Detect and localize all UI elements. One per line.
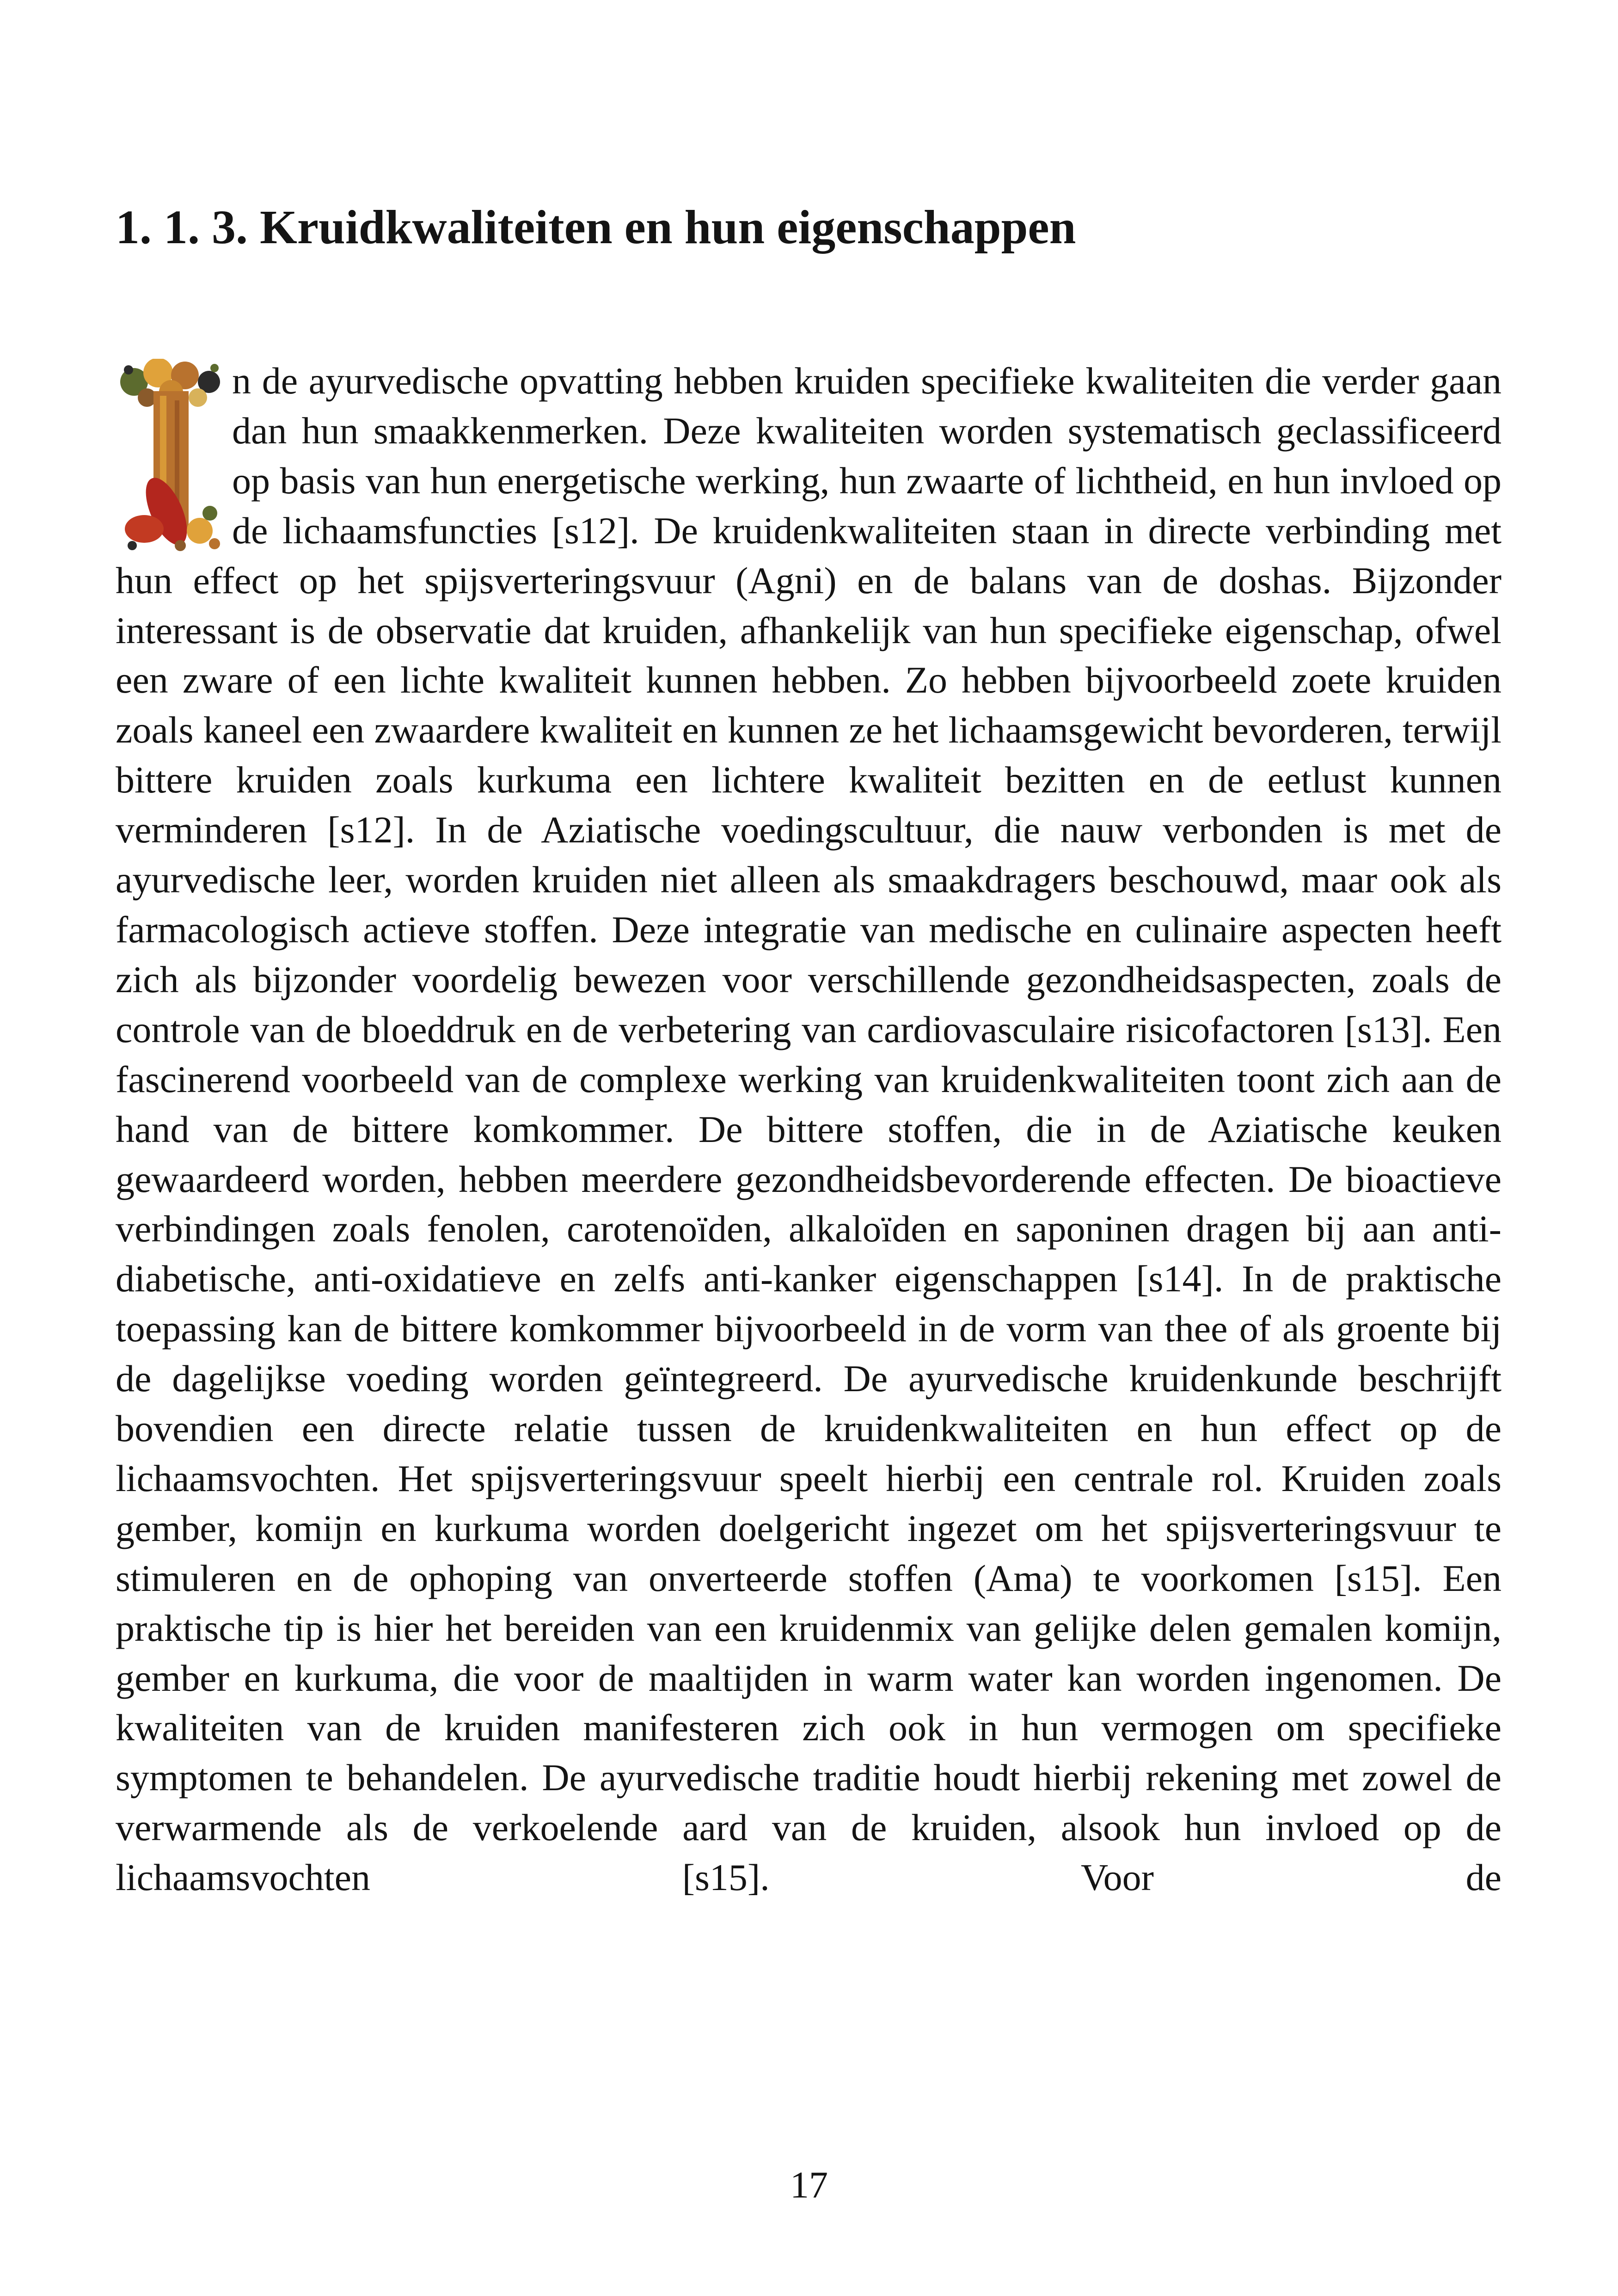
spice-illustrated-initial-icon bbox=[116, 359, 223, 552]
section-heading: 1. 1. 3. Kruidkwaliteiten en hun eigenschappen bbox=[116, 201, 1076, 254]
page-number: 17 bbox=[790, 2164, 828, 2206]
body-paragraph: n de ayurvedische opvatting hebben kruiden specifieke kwaliteiten die verder gaan dan hun smaakkenmerken. Deze kwaliteiten worden systematisch geclassificeerd op basis van hun energetische werking, hun zwaarte of lichtheid, en hun invloed op de lichaamsfuncties [s12]. De kruidenkwaliteiten staan in directe verbinding met hun effect op het spijsverteringsvuur (Agni) en de balans van de doshas. Bijzonder interessant is de observatie dat kruiden, afhankelijk van hun specifieke eigenschap, ofwel een zware of een lichte kwaliteit kunnen hebben. Zo hebben bijvoorbeeld zoete kruiden zoals kaneel een zwaardere kwaliteit en kunnen ze het lichaamsgewicht bevorderen, terwijl bittere kruiden zoals kurkuma een lichtere kwaliteit bezitten en de eetlust kunnen verminderen [s12]. In de Aziatische voedingscultuur, die nauw verbonden is met de ayurvedische leer, worden kruiden niet alleen als smaakdragers beschouwd, maar ook als farmacologisch actieve stoffen. Deze integratie van medische en culinaire aspecten heeft zich als bijzonder voordelig bewezen voor verschillende gezondheidsaspecten, zoals de controle van de bloeddruk en de verbetering van cardiovasculaire risicofactoren [s13]. Een fascinerend voorbeeld van de complexe werking van kruidenkwaliteiten toont zich aan de hand van de bittere komkommer. De bittere stoffen, die in de Aziatische keuken gewaardeerd worden, hebben meerdere gezondheidsbevorderende effecten. De bioactieve verbindingen zoals fenolen, carotenoïden, alkaloïden en saponinen dragen bij aan anti-diabetische, anti-oxidatieve en zelfs anti-kanker eigenschappen [s14]. In de praktische toepassing kan de bittere komkommer bijvoorbeeld in de vorm van thee of als groente bij de dagelijkse voeding worden geïntegreerd. De ayurvedische kruidenkunde beschrijft bovendien een directe relatie tussen de kruidenkwaliteiten en hun effect op de lichaamsvochten. Het spijsverteringsvuur speelt hierbij een centrale rol. Kruiden zoals gember, komijn en kurkuma worden doelgericht ingezet om het spijsverteringsvuur te stimuleren en de ophoping van onverteerde stoffen (Ama) te voorkomen [s15]. Een praktische tip is hier het bereiden van een kruidenmix van gelijke delen gemalen komijn, gember en kurkuma, die voor de maaltijden in warm water kan worden ingenomen. De kwaliteiten van de kruiden manifesteren zich ook in hun vermogen om specifieke symptomen te behandelen. De ayurvedische traditie houdt hierbij rekening met zowel de verwarmende als de verkoelende aard van de kruiden, alsook hun invloed op de lichaamsvochten [s15]. Voor de bbox=[116, 360, 1502, 1899]
body-text bbox=[116, 356, 1502, 1903]
